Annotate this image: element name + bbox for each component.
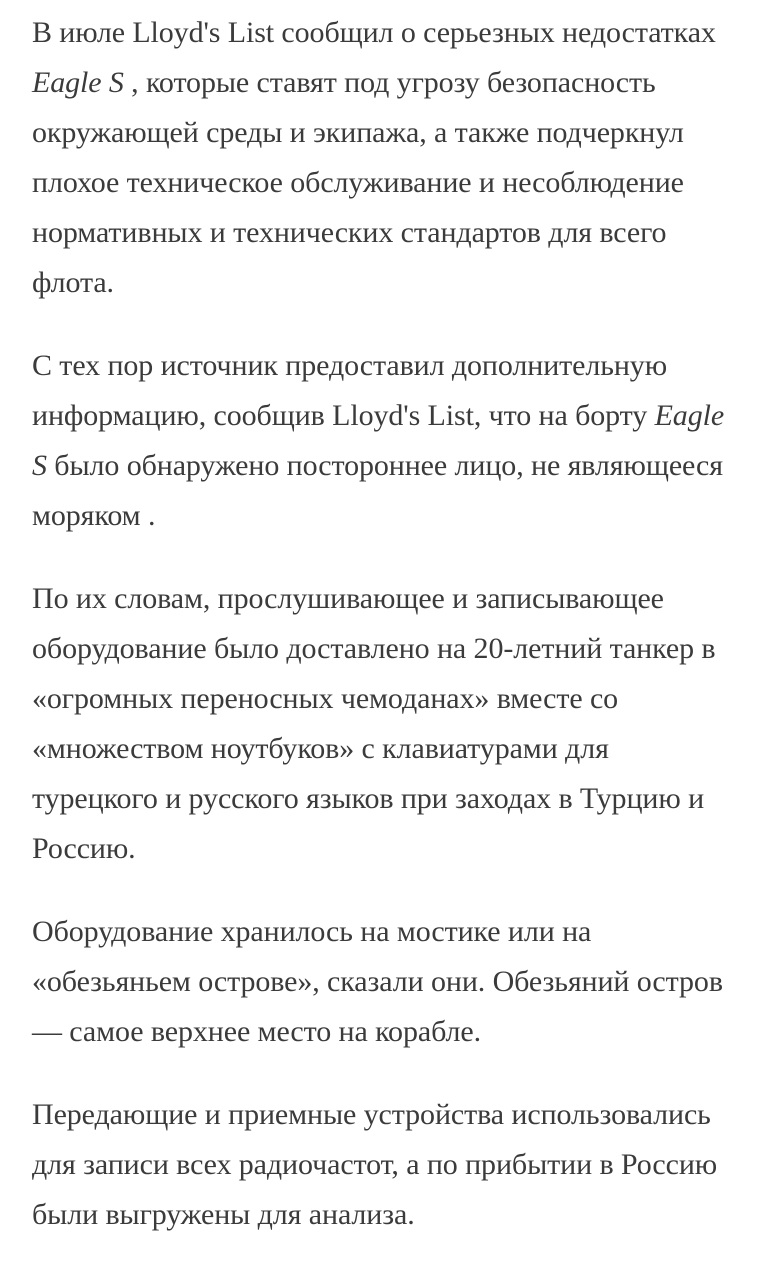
paragraph-2	[32, 341, 734, 541]
paragraph-4	[32, 907, 734, 1057]
vessel-name-italic: Eagle S	[32, 66, 124, 99]
paragraph-1	[32, 8, 734, 308]
paragraph-text: В июле Lloyd's List сообщил о серьезных недостатках	[32, 16, 716, 49]
paragraph-text: По их словам, прослушивающее и записывающее оборудование было доставлено на 20-летний танкер в «огромных переносных чемоданах» вместе со «множеством ноутбуков» с клавиатурами для турецкого и русского языков при заходах в Турцию и Россию.	[32, 582, 716, 865]
paragraph-3	[32, 574, 734, 874]
paragraph-text: было обнаружено постороннее лицо, не являющееся моряком .	[32, 449, 723, 532]
paragraph-text: Передающие и приемные устройства использовались для записи всех радиочастот, а по прибытии в Россию были выгружены для анализа.	[32, 1098, 718, 1231]
paragraph-5	[32, 1090, 734, 1240]
paragraph-text: С тех пор источник предоставил дополнительную информацию, сообщив Lloyd's List, что на борту	[32, 349, 668, 432]
vessel-name-italic: Eagle S	[32, 399, 725, 482]
paragraph-text: Оборудование хранилось на мостике или на «обезьяньем острове», сказали они. Обезьяний остров — самое верхнее место на корабле.	[32, 915, 723, 1048]
paragraph-text: , которые ставят под угрозу безопасность окружающей среды и экипажа, а также подчеркнул плохое техническое обслуживание и несоблюдение нормативных и технических стандартов для всего флота.	[32, 66, 684, 299]
